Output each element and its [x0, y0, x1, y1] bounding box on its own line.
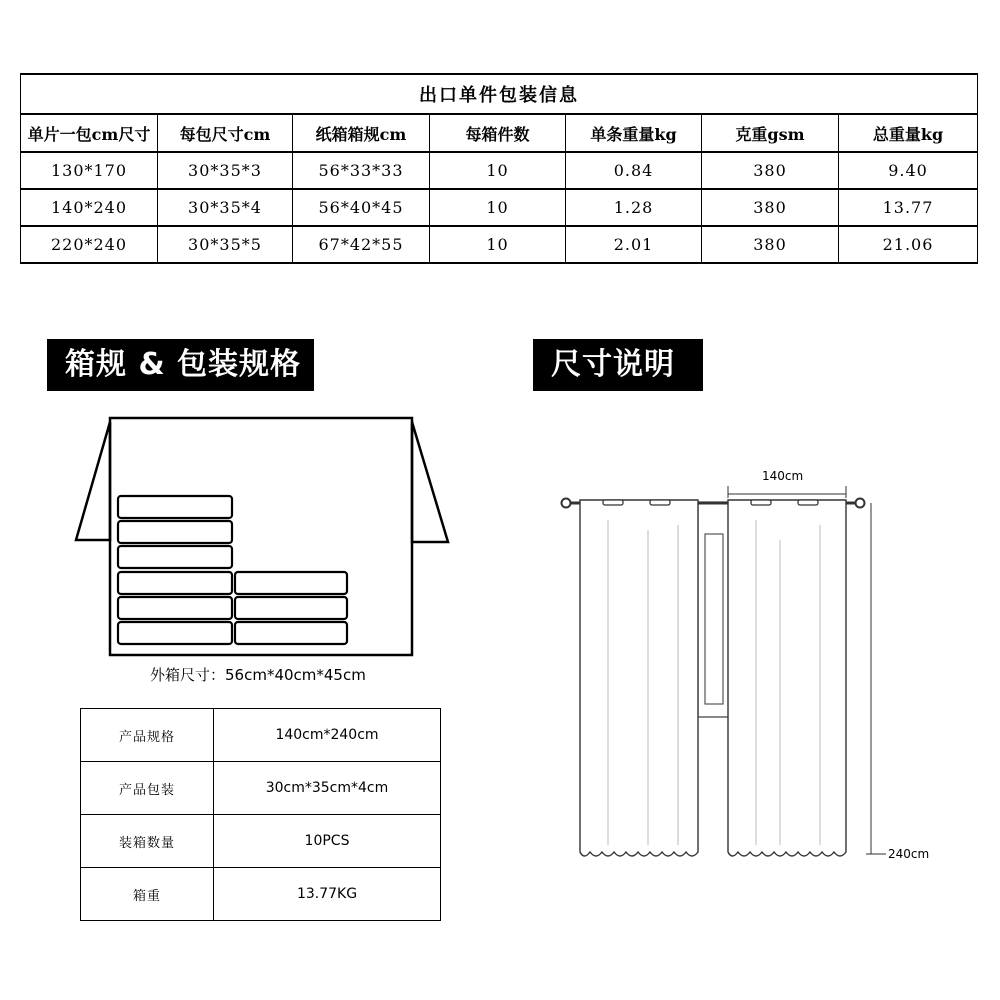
curtain-panel-left	[580, 500, 698, 856]
table-cell: 30*35*4	[158, 189, 293, 226]
rod-finial-left	[562, 499, 571, 508]
pack-icon	[118, 546, 232, 568]
column-header: 单条重量kg	[566, 114, 702, 152]
table-cell: 10	[430, 152, 566, 189]
curtain-size-illustration	[548, 460, 928, 870]
table-title: 出口单件包装信息	[21, 74, 978, 114]
column-header: 总重量kg	[839, 114, 978, 152]
pack-icon	[118, 622, 232, 644]
curtain-panel-right	[728, 500, 846, 856]
height-dimension-line	[866, 503, 886, 854]
table-cell: 380	[702, 226, 839, 263]
carton-illustration	[60, 408, 460, 663]
table-cell: 21.06	[839, 226, 978, 263]
table-cell: 10	[430, 226, 566, 263]
pack-icon	[118, 572, 232, 594]
table-cell: 13.77	[839, 189, 978, 226]
spec-value: 13.77KG	[214, 868, 441, 921]
table-row	[81, 815, 441, 868]
table-cell: 9.40	[839, 152, 978, 189]
table-row	[81, 762, 441, 815]
grommet-icon	[751, 500, 771, 505]
table-row	[21, 152, 978, 189]
table-cell: 380	[702, 189, 839, 226]
table-cell: 30*35*5	[158, 226, 293, 263]
pack-icon	[235, 572, 347, 594]
width-dimension-line	[728, 486, 846, 498]
table-cell: 2.01	[566, 226, 702, 263]
spec-label: 产品包装	[81, 762, 214, 815]
column-header: 每箱件数	[430, 114, 566, 152]
table-cell: 140*240	[21, 189, 158, 226]
spec-value: 10PCS	[214, 815, 441, 868]
table-row	[81, 868, 441, 921]
table-row	[21, 189, 978, 226]
table-cell: 56*40*45	[293, 189, 430, 226]
column-header: 纸箱箱规cm	[293, 114, 430, 152]
table-cell: 30*35*3	[158, 152, 293, 189]
column-header: 单片一包cm尺寸	[21, 114, 158, 152]
pack-icon	[118, 521, 232, 543]
width-label: 140cm	[762, 469, 804, 483]
outer-carton-size: 外箱尺寸：56cm*40cm*45cm	[150, 666, 366, 684]
grommet-icon	[603, 500, 623, 505]
product-spec-table	[80, 708, 441, 921]
window-frame	[698, 502, 730, 717]
spec-label: 产品规格	[81, 709, 214, 762]
table-cell: 220*240	[21, 226, 158, 263]
spec-label: 箱重	[81, 868, 214, 921]
table-cell: 10	[430, 189, 566, 226]
grommet-icon	[650, 500, 670, 505]
height-label: 240cm	[888, 847, 930, 861]
size-banner: 尺寸说明	[533, 339, 703, 391]
column-header: 克重gsm	[702, 114, 839, 152]
spec-label: 装箱数量	[81, 815, 214, 868]
rod-finial-right	[856, 499, 865, 508]
table-cell: 130*170	[21, 152, 158, 189]
table-cell: 1.28	[566, 189, 702, 226]
pack-icon	[118, 496, 232, 518]
table-cell: 67*42*55	[293, 226, 430, 263]
grommet-icon	[798, 500, 818, 505]
table-row	[81, 709, 441, 762]
spec-value: 30cm*35cm*4cm	[214, 762, 441, 815]
column-header: 每包尺寸cm	[158, 114, 293, 152]
pack-icon	[118, 597, 232, 619]
carton-right-flap	[412, 422, 448, 542]
export-packaging-table	[20, 73, 978, 264]
table-cell: 0.84	[566, 152, 702, 189]
pack-icon	[235, 597, 347, 619]
table-cell: 380	[702, 152, 839, 189]
spec-value: 140cm*240cm	[214, 709, 441, 762]
carton-left-flap	[76, 422, 110, 540]
pack-icon	[235, 622, 347, 644]
packaging-banner: 箱规 & 包装规格	[47, 339, 314, 391]
table-cell: 56*33*33	[293, 152, 430, 189]
table-row	[21, 226, 978, 263]
